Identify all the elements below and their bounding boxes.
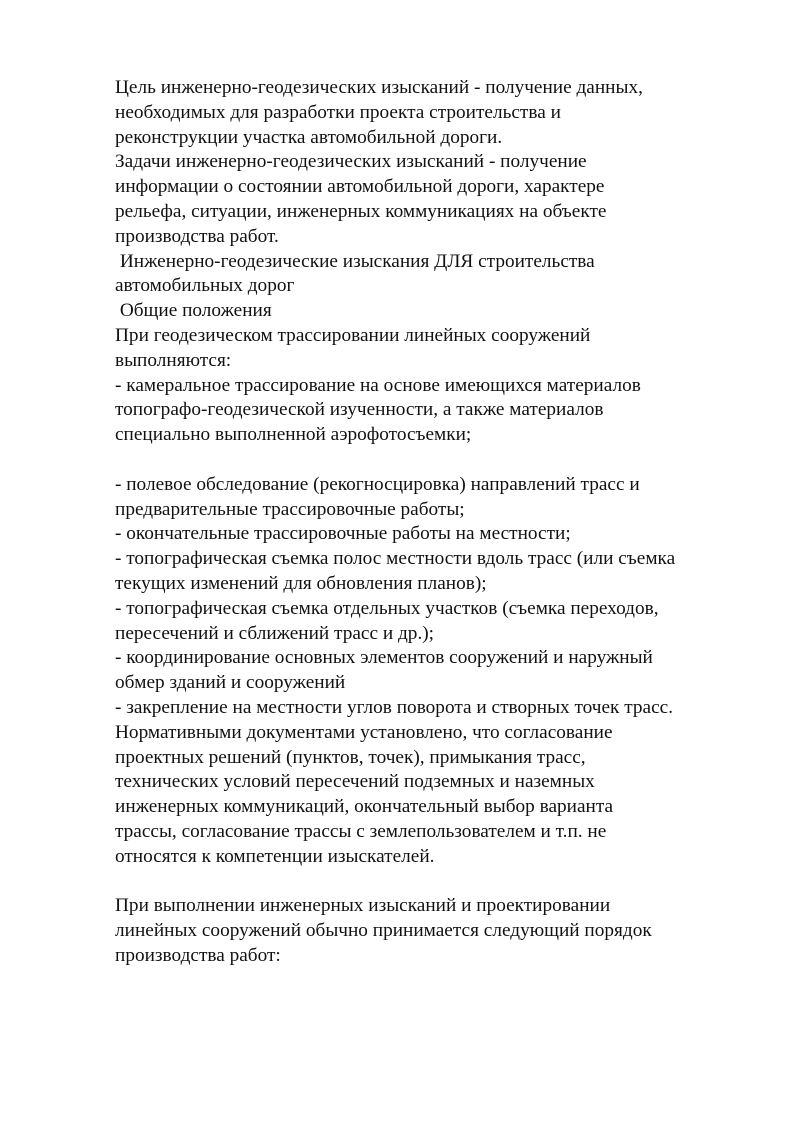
list-item-line: обмер зданий и сооружений: [115, 672, 346, 694]
list-item-line: специально выполненной аэрофотосъемки;: [115, 424, 472, 446]
subsection-heading: Общие положения: [115, 300, 272, 322]
text-line: производства работ:: [115, 944, 281, 966]
text-line: относятся к компетенции изыскателей.: [115, 845, 435, 867]
blank-line: [115, 448, 755, 473]
list-item-line: - топографическая съемка отдельных участков (съемка переходов,: [115, 597, 659, 619]
list-item-line: - закрепление на местности углов поворота и створных точек трасс.: [115, 696, 674, 718]
text-line: необходимых для разработки проекта строительства и: [115, 101, 561, 123]
text-line: линейных сооружений обычно принимается следующий порядок: [115, 920, 652, 942]
list-item-line: - полевое обследование (рекогносцировка) направлений трасс и: [115, 473, 640, 495]
text-line: Нормативными документами установлено, что согласование: [115, 721, 613, 743]
text-line: трассы, согласование трассы с землепользователем и т.п. не: [115, 820, 607, 842]
text-line: Задачи инженерно-геодезических изысканий - получение: [115, 151, 587, 173]
text-line: выполняются:: [115, 349, 232, 371]
section-heading-line: автомобильных дорог: [115, 275, 295, 297]
list-item-line: предварительные трассировочные работы;: [115, 498, 465, 520]
blank-line: [115, 870, 755, 895]
section-heading-line: Инженерно-геодезические изыскания ДЛЯ строительства: [115, 250, 595, 272]
text-line: проектных решений (пунктов, точек), примыкания трасс,: [115, 746, 586, 768]
list-item-line: текущих изменений для обновления планов);: [115, 572, 487, 594]
list-item-line: топографо-геодезической изученности, а также материалов: [115, 399, 604, 421]
text-line: производства работ.: [115, 225, 279, 247]
text-line: инженерных коммуникаций, окончательный выбор варианта: [115, 796, 614, 818]
text-line: информации о состоянии автомобильной дороги, характере: [115, 176, 605, 198]
document-body: [115, 76, 755, 969]
text-line: При выполнении инженерных изысканий и проектировании: [115, 895, 611, 917]
text-line: рельефа, ситуации, инженерных коммуникациях на объекте: [115, 200, 607, 222]
list-item-line: пересечений и сближений трасс и др.);: [115, 622, 435, 644]
list-item-line: - камеральное трассирование на основе имеющихся материалов: [115, 374, 641, 396]
list-item-line: - окончательные трассировочные работы на местности;: [115, 523, 571, 545]
text-line: Цель инженерно-геодезических изысканий - получение данных,: [115, 77, 643, 98]
list-item-line: - топографическая съемка полос местности вдоль трасс (или съемка: [115, 548, 676, 570]
text-line: технических условий пересечений подземных и наземных: [115, 771, 595, 793]
text-line: реконструкции участка автомобильной дороги.: [115, 126, 503, 148]
text-line: При геодезическом трассировании линейных сооружений: [115, 324, 591, 346]
list-item-line: - координирование основных элементов сооружений и наружный: [115, 647, 653, 669]
